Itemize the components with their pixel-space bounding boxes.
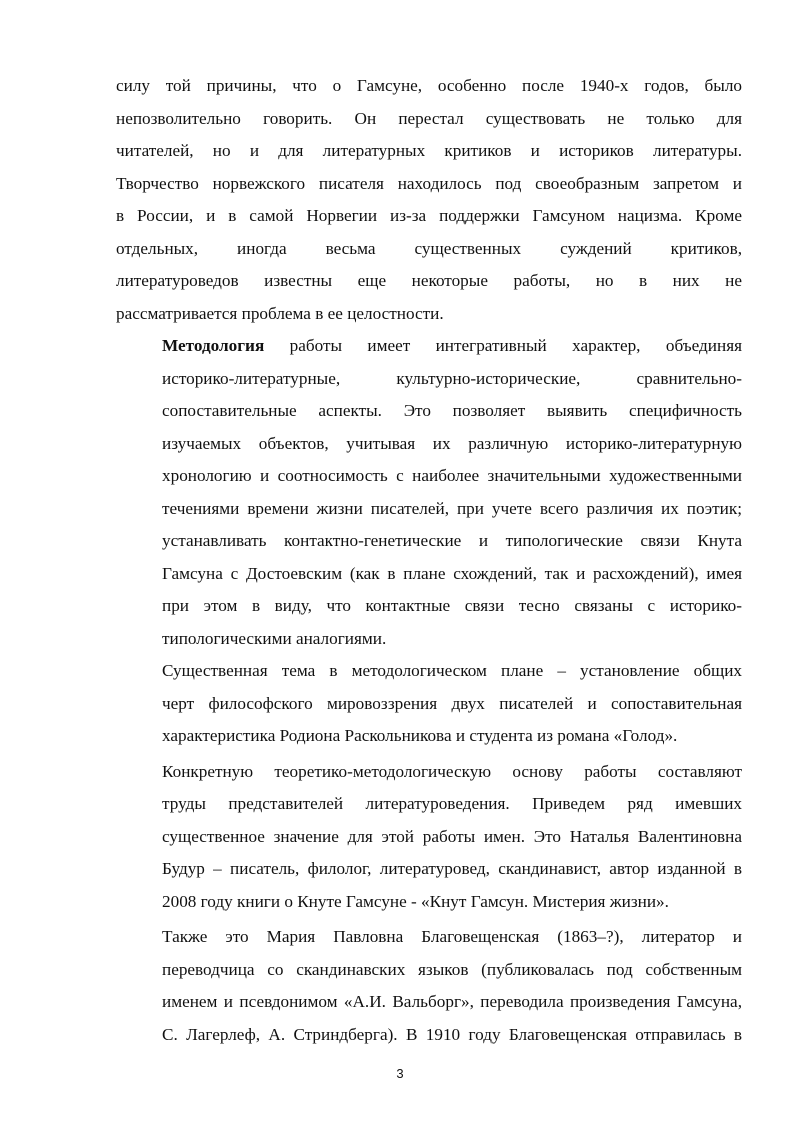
text-line: Будур – писатель, филолог, литературовед, скандинавист, автор изданной в: [162, 859, 742, 878]
text-line: отдельных, иногда весьма существенных суждений критиков,: [116, 238, 742, 258]
text-line: 2008 году книги о Кнуте Гамсуне - «Кнут Гамсун. Мистерия жизни».: [162, 891, 669, 911]
paragraph-3: [116, 655, 742, 753]
text-line: читателей, но и для литературных критиков и историков литературы.: [116, 141, 742, 160]
text-line: непозволительно говорить. Он перестал существовать не только для: [116, 108, 742, 128]
text-line: при этом в виду, что контактные связи тесно связаны с историко-: [162, 596, 742, 615]
body-text: [116, 70, 742, 1051]
text-line: силу той причины, что о Гамсуне, особенно после 1940-х годов, было: [116, 76, 742, 95]
paragraph-2: [116, 330, 742, 655]
text-line: труды представителей литературоведения. Приведем ряд имевших: [162, 794, 742, 813]
paragraph-1: [116, 70, 742, 330]
text-line: устанавливать контактно-генетические и типологические связи Кнута: [162, 531, 742, 550]
text-line: хронологию и соотносимость с наиболее значительными художественными: [162, 466, 742, 485]
text-line: [116, 330, 742, 363]
paragraph-5: [116, 921, 742, 1051]
page-number: 3: [396, 1066, 404, 1081]
text-line: характеристика Родиона Раскольникова и студента из романа «Голод».: [162, 726, 678, 745]
text-line: С. Лагерлеф, А. Стриндберга). В 1910 году Благовещенская отправилась в: [162, 1024, 742, 1044]
text-line: Творчество норвежского писателя находилось под своеобразным запретом и: [116, 173, 742, 193]
text-line: сопоставительные аспекты. Это позволяет выявить специфичность: [162, 401, 742, 420]
text-line: черт философского мировоззрения двух писателей и сопоставительная: [162, 693, 742, 713]
text-line: Также это Мария Павловна Благовещенская (1863–?), литератор и: [162, 927, 742, 946]
text-line: переводчица со скандинавских языков (публиковалась под собственным: [162, 959, 742, 979]
text-line: Конкретную теоретико-методологическую основу работы составляют: [162, 761, 742, 781]
text-line: Существенная тема в методологическом плане – установление общих: [162, 661, 742, 680]
text-line: рассматривается проблема в ее целостности.: [116, 303, 444, 323]
paragraph-4: [116, 756, 742, 919]
text-line: литературоведов известны еще некоторые работы, но в них не: [116, 271, 742, 290]
text-line: изучаемых объектов, учитывая их различную историко-литературную: [162, 433, 742, 453]
text-line: историко-литературные, культурно-исторические, сравнительно-: [162, 368, 742, 388]
text-line: течениями времени жизни писателей, при учете всего различия их поэтик;: [162, 498, 742, 518]
text-fragment: работы имеет интегративный характер, объединяя: [289, 336, 743, 355]
text-line: типологическими аналогиями.: [162, 628, 387, 648]
text-line: Гамсуна с Достоевским (как в плане схождений, так и расхождений), имея: [162, 563, 742, 583]
methodology-term: Методология: [162, 336, 265, 355]
text-line: существенное значение для этой работы имен. Это Наталья Валентиновна: [162, 826, 742, 846]
text-line: в России, и в самой Норвегии из-за поддержки Гамсуном нацизма. Кроме: [116, 206, 742, 225]
text-line: именем и псевдонимом «А.И. Вальборг», переводила произведения Гамсуна,: [162, 992, 742, 1011]
